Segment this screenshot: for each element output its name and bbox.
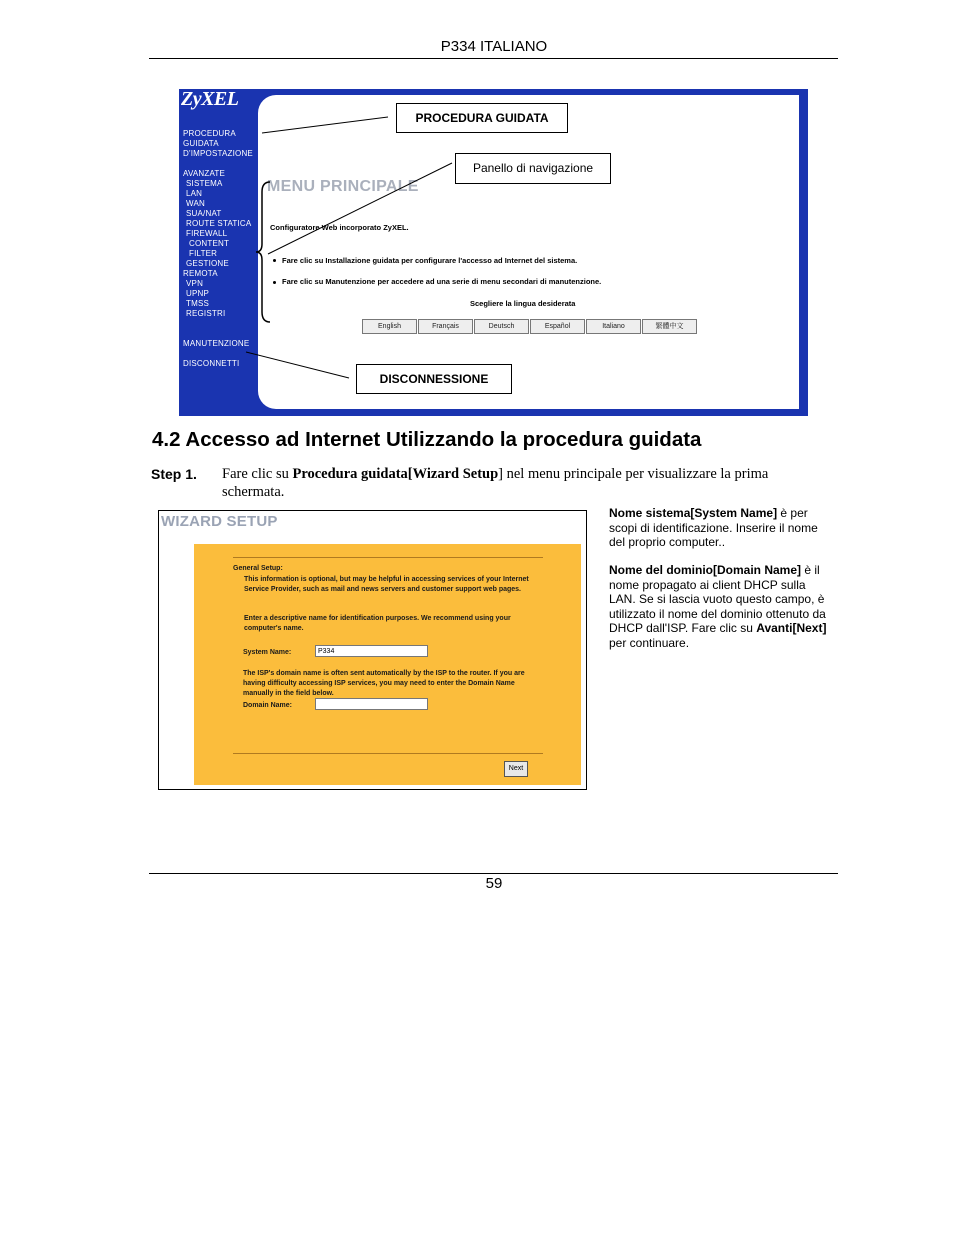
language-button-spanish[interactable]: Español [530, 319, 585, 334]
language-button-chinese[interactable]: 繁體中文 [642, 319, 697, 334]
callout-wizard: PROCEDURA GUIDATA [396, 103, 568, 133]
language-button-italian[interactable]: Italiano [586, 319, 641, 334]
nav-item[interactable]: UPNP [186, 289, 210, 298]
enter-name-text: Enter a descriptive name for identification purposes. We recommend using your computer's name. [244, 615, 511, 632]
nav-item[interactable]: ROUTE STATICA [186, 219, 252, 228]
next-button[interactable]: Next [504, 761, 528, 777]
nav-item[interactable]: VPN [186, 279, 204, 288]
system-name-note: Nome sistema[System Name] è per scopi di identificazione. Inserire il nome del proprio computer.. [609, 506, 818, 549]
zyxel-logo: ZyXEL [181, 88, 239, 110]
language-button-french[interactable]: Français [418, 319, 473, 334]
domain-name-input[interactable] [315, 698, 428, 710]
domain-name-label: Domain Name: [243, 702, 293, 709]
language-prompt: Scegliere la lingua desiderata [470, 299, 576, 308]
general-setup-label: General Setup: [233, 565, 283, 572]
domain-name-note: Nome del dominio[Domain Name] è il nome propagato ai client DHCP sulla LAN. Se si lascia vuoto questo campo, è utilizzato il nome del dominio ottenuto da DHCP dall'ISP. Fare clic su Avanti[Next] per continuare. [609, 563, 827, 650]
step-text: Fare clic su Procedura guidata[Wizard Setup] nel menu principale per visualizzare la prima schermata. [222, 466, 769, 500]
page-number: 59 [485, 875, 503, 892]
nav-item[interactable]: AVANZATE [183, 169, 226, 178]
main-menu-title: MENU PRINCIPALE [267, 178, 419, 195]
nav-item[interactable]: MANUTENZIONE [183, 339, 250, 348]
wizard-title: WIZARD SETUP [161, 513, 278, 530]
domain-text: The ISP's domain name is often sent automatically by the ISP to the router. If you are having difficulty accessing ISP services, you may need to enter the Domain Name manually in the field below. [243, 670, 525, 697]
maintenance-bullet-text: Fare clic su Manutenzione per accedere ad una serie di menu secondari di manutenzione. [282, 277, 602, 286]
callout-navigation: Panello di navigazione [455, 153, 611, 184]
nav-item[interactable]: TMSS [186, 299, 210, 308]
footer-rule [149, 873, 838, 874]
divider [233, 557, 543, 558]
info-text: This information is optional, but may be helpful in accessing services of your Internet Service Provider, such as mail and news servers and customer support web pages. [244, 576, 529, 593]
nav-item[interactable]: D'IMPOSTAZIONE [183, 149, 253, 158]
page-header-title: P334 ITALIANO [440, 38, 548, 55]
nav-item[interactable]: REMOTA [183, 269, 218, 278]
system-name-input[interactable]: P334 [315, 645, 428, 657]
wizard-bullet-text: Fare clic su Installazione guidata per configurare l'accesso ad Internet del sistema. [282, 256, 578, 265]
callout-logout: DISCONNESSIONE [356, 364, 512, 394]
language-button-german[interactable]: Deutsch [474, 319, 529, 334]
nav-item[interactable]: WAN [186, 199, 205, 208]
configurator-text: Configuratore Web incorporato ZyXEL. [270, 223, 409, 232]
nav-item[interactable]: GESTIONE [186, 259, 229, 268]
nav-item[interactable]: PROCEDURA [183, 129, 236, 138]
nav-item[interactable]: CONTENT [189, 239, 230, 248]
nav-item[interactable]: DISCONNETTI [183, 359, 240, 368]
nav-item[interactable]: FILTER [189, 249, 218, 258]
nav-item[interactable]: GUIDATA [183, 139, 219, 148]
language-button-english[interactable]: English [362, 319, 417, 334]
nav-item[interactable]: REGISTRI [186, 309, 226, 318]
system-name-label: System Name: [243, 649, 292, 656]
nav-item[interactable]: LAN [186, 189, 203, 198]
step-label: Step 1. [151, 466, 197, 482]
section-heading: 4.2 Accesso ad Internet Utilizzando la procedura guidata [152, 428, 702, 451]
divider [233, 753, 543, 754]
nav-item[interactable]: SUA/NAT [186, 209, 222, 218]
nav-item[interactable]: FIREWALL [186, 229, 228, 238]
nav-item[interactable]: SISTEMA [186, 179, 223, 188]
